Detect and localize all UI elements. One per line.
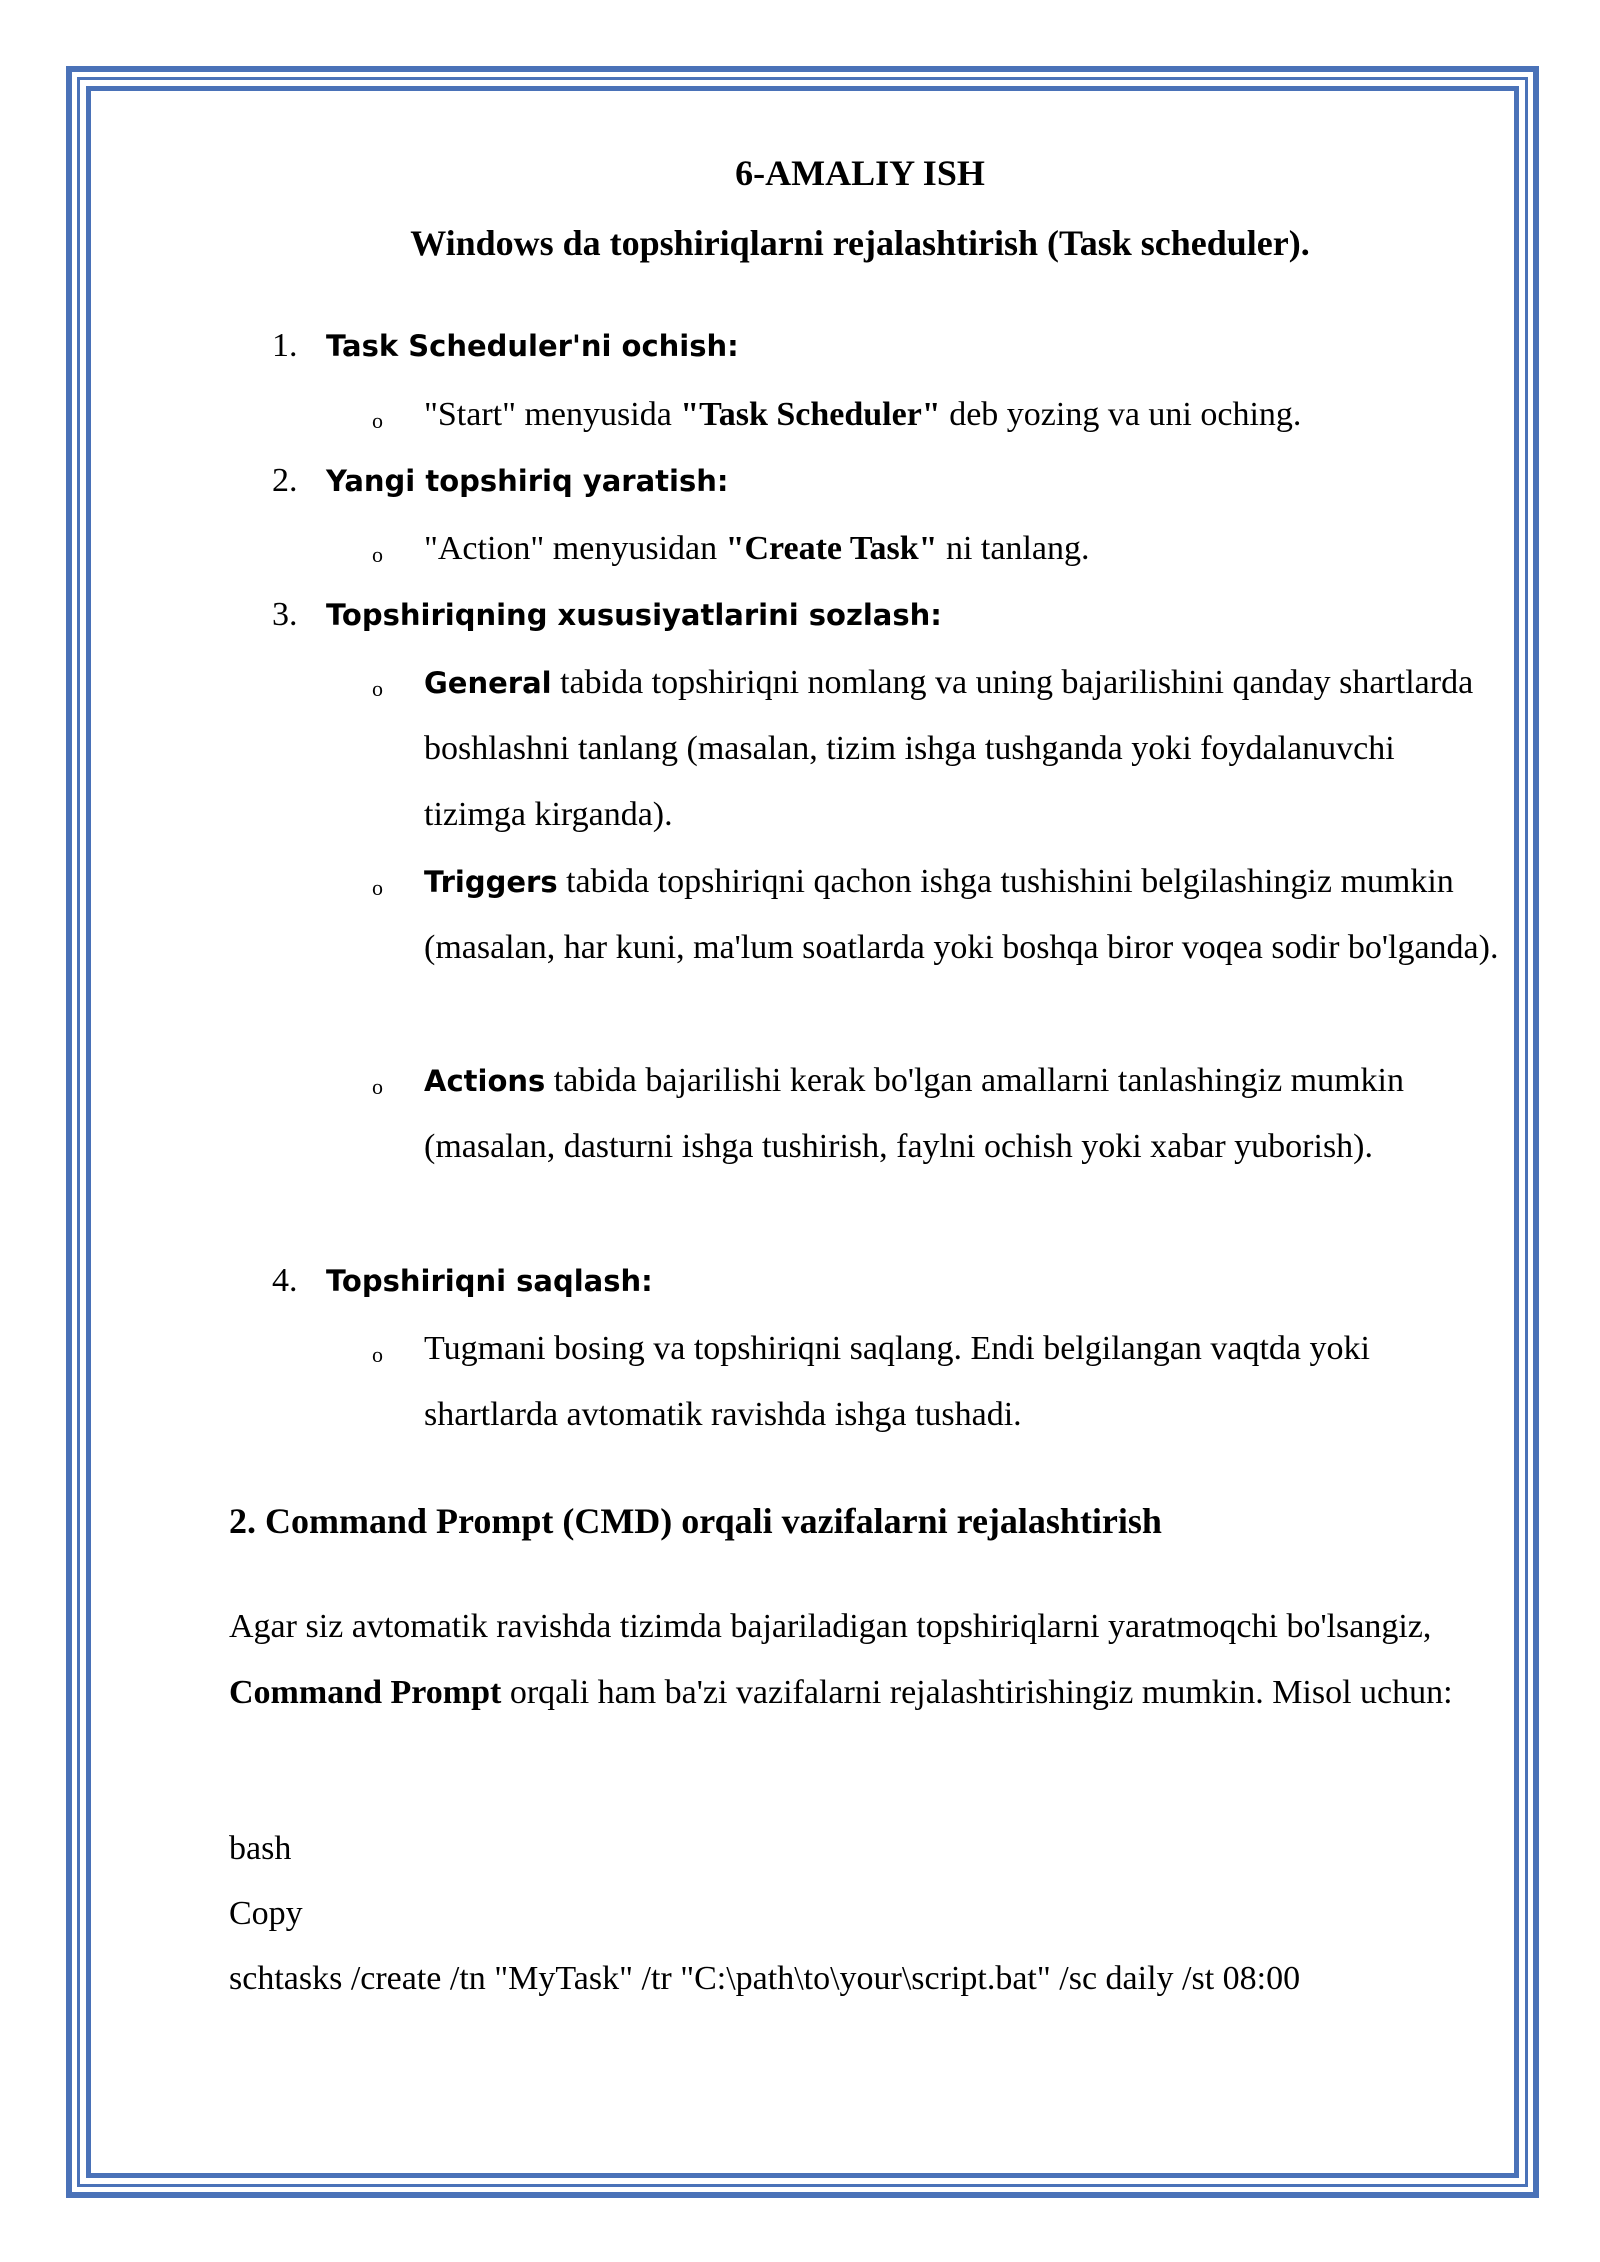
code-command: schtasks /create /tn "MyTask" /tr "C:\path\to\your\script.bat" /sc daily /st 08:00 <box>229 1960 1301 1997</box>
paragraph-text: orqali ham ba'zi vazifalarni rejalashtirishingiz mumkin. Misol uchun: <box>501 1674 1453 1711</box>
paragraph-bold: Command Prompt <box>229 1674 502 1711</box>
step-item <box>424 1048 1504 1180</box>
bullet-marker: o <box>372 1074 383 1099</box>
item-bold: "Create Task" <box>725 530 938 567</box>
document-subtitle: Windows da topshiriqlarni rejalashtirish (Task scheduler). <box>410 223 1310 263</box>
bullet-marker: o <box>372 1342 383 1367</box>
step-heading: Topshiriqning xususiyatlarini sozlash: <box>326 598 942 632</box>
item-bold: Actions <box>424 1064 546 1098</box>
item-text: tabida topshiriqni qachon ishga tushishini belgilashingiz mumkin (masalan, har kuni, ma'lum soatlarda yoki boshqa biror voqea sodir bo'lganda). <box>424 863 1499 966</box>
step-heading: Yangi topshiriq yaratish: <box>326 464 729 498</box>
step-number: 3. <box>272 596 298 633</box>
item-text: deb yozing va uni oching. <box>940 396 1302 433</box>
bullet-marker: o <box>372 542 383 567</box>
step-number: 1. <box>272 327 298 364</box>
step-heading: Task Scheduler'ni ochish: <box>326 329 739 363</box>
item-bold: "Task Scheduler" <box>680 396 941 433</box>
step-item <box>424 650 1504 848</box>
item-text: "Start" menyusida <box>424 396 681 433</box>
paragraph-text: Agar siz avtomatik ravishda tizimda bajariladigan topshiriqlarni yaratmoqchi bo'lsangiz, <box>229 1608 1432 1645</box>
bullet-marker: o <box>372 676 383 701</box>
step-heading: Topshiriqni saqlash: <box>326 1264 653 1298</box>
copy-button[interactable]: Copy <box>229 1895 303 1932</box>
step-number: 4. <box>272 1262 298 1299</box>
step-item <box>424 849 1504 981</box>
item-text: ni tanlang. <box>937 530 1090 567</box>
bullet-marker: o <box>372 875 383 900</box>
item-text: Tugmani bosing va topshiriqni saqlang. Endi belgilangan vaqtda yoki shartlarda avtomatik ravishda ishga tushadi. <box>424 1330 1370 1433</box>
code-language-label: bash <box>229 1830 292 1867</box>
step-item <box>424 1316 1504 1448</box>
item-bold: Triggers <box>424 865 558 899</box>
document-title: 6-AMALIY ISH <box>735 153 985 193</box>
section-paragraph <box>229 1594 1479 1726</box>
step-item <box>424 382 1504 448</box>
item-text: "Action" menyusidan <box>424 530 726 567</box>
item-text: tabida bajarilishi kerak bo'lgan amallarni tanlashingiz mumkin (masalan, dasturni ishga tushirish, faylni ochish yoki xabar yuborish). <box>424 1062 1404 1165</box>
section-heading: 2. Command Prompt (CMD) orqali vazifalarni rejalashtirish <box>229 1501 1162 1541</box>
item-bold: General <box>424 666 552 700</box>
step-number: 2. <box>272 462 298 499</box>
item-text: tabida topshiriqni nomlang va uning bajarilishini qanday shartlarda boshlashni tanlang (masalan, tizim ishga tushganda yoki foydalanuvchi tizimga kirganda). <box>424 664 1474 833</box>
bullet-marker: o <box>372 408 383 433</box>
step-item <box>424 516 1504 582</box>
